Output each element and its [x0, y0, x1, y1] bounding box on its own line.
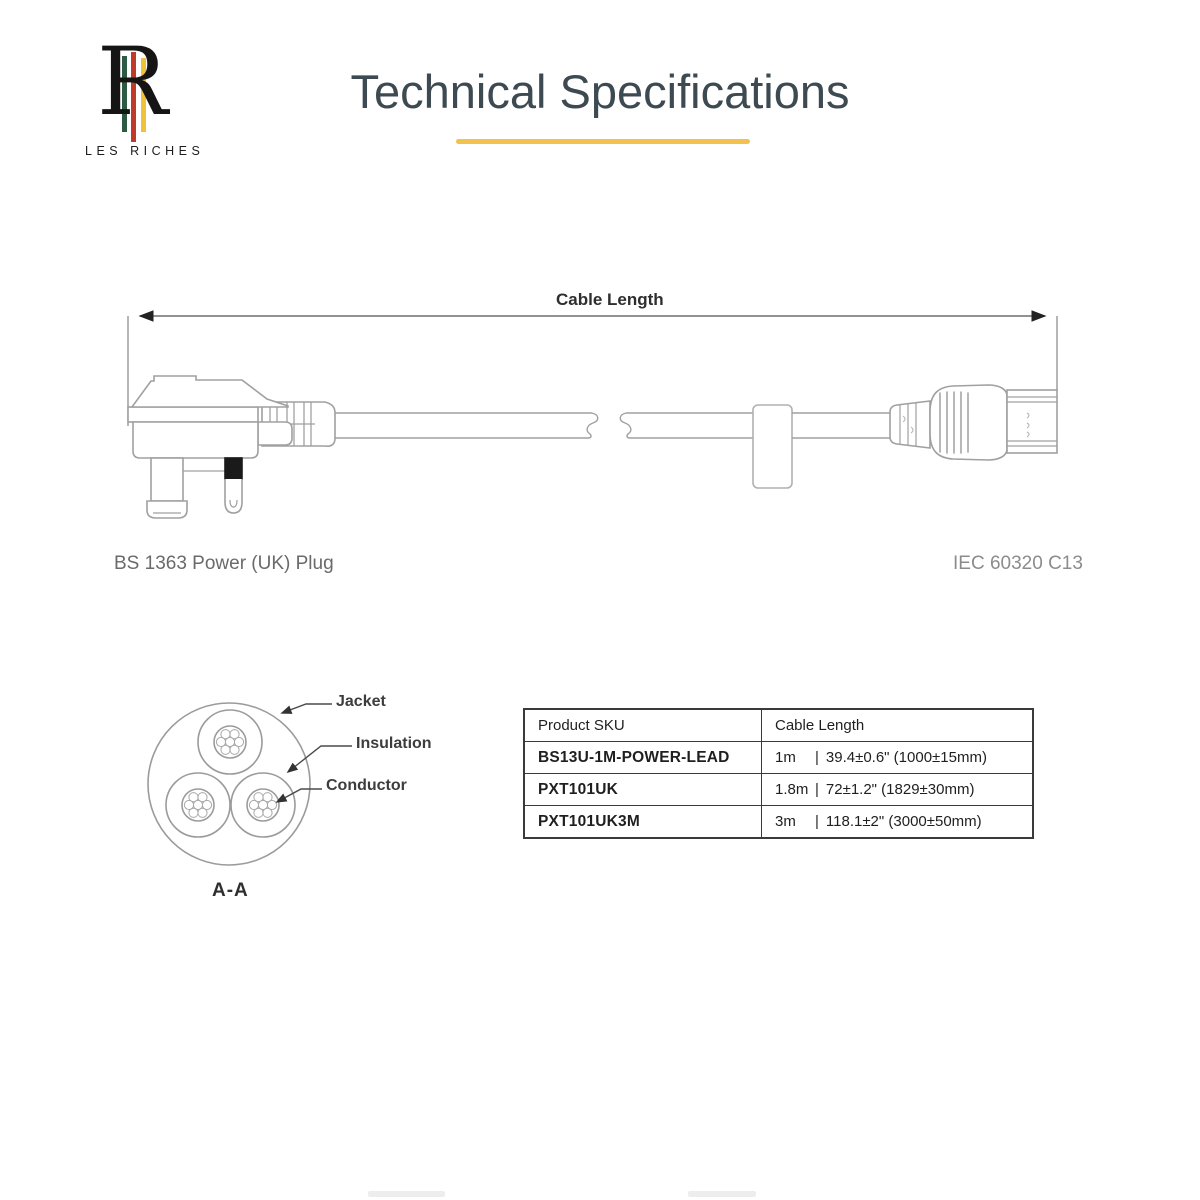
- sku-cell: BS13U-1M-POWER-LEAD: [524, 742, 762, 774]
- cable-break-left: [587, 413, 598, 438]
- brand-name: LES RICHES: [85, 144, 205, 158]
- sku-cell: PXT101UK: [524, 774, 762, 806]
- pin-insulation-sleeve: [225, 458, 242, 479]
- length-metric: 1.8m: [775, 781, 809, 798]
- length-metric: 1m: [775, 749, 796, 766]
- table-row: [524, 742, 1033, 774]
- length-detail: 118.1±2" (3000±50mm): [825, 813, 982, 830]
- header-cable-length: Cable Length: [762, 709, 1034, 742]
- spec-table: [523, 708, 1034, 839]
- velcro-strap: [753, 405, 792, 488]
- sku-cell: PXT101UK3M: [524, 806, 762, 839]
- table-header-row: [524, 709, 1033, 742]
- length-detail: 72±1.2" (1829±30mm): [825, 781, 975, 798]
- insulation-circle: [166, 773, 230, 837]
- title-underline: [456, 139, 750, 144]
- conductor-circle: [214, 726, 246, 758]
- insulation-circle: [198, 710, 262, 774]
- length-cell: [762, 806, 1034, 839]
- page-title: Technical Specifications: [350, 65, 850, 118]
- cable-cross-section: [130, 680, 480, 915]
- table-row: [524, 806, 1033, 839]
- length-detail: 39.4±0.6" (1000±15mm): [825, 749, 987, 766]
- length-divider: |: [815, 813, 819, 830]
- bottom-partial-element: [368, 1191, 445, 1197]
- cable-break-right: [620, 413, 631, 438]
- length-cell: [762, 774, 1034, 806]
- conductor-label: Conductor: [326, 777, 407, 794]
- cable-technical-drawing: [100, 275, 1100, 565]
- uk-plug-drawing: [128, 376, 753, 518]
- iec-c13-drawing: [890, 385, 1057, 460]
- bottom-partial-element: [688, 1191, 756, 1197]
- length-metric: 3m: [775, 813, 796, 830]
- jacket-circle: [148, 703, 310, 865]
- length-divider: |: [815, 781, 819, 798]
- plug-pins: [147, 458, 242, 518]
- cable-right-segment: [792, 413, 890, 438]
- length-divider: |: [815, 749, 819, 766]
- header-product-sku: Product SKU: [524, 709, 762, 742]
- insulation-circle: [231, 773, 295, 837]
- insulation-label: Insulation: [356, 735, 432, 752]
- section-name-label: A-A: [212, 880, 249, 901]
- length-cell: [762, 742, 1034, 774]
- dimension-label: Cable Length: [556, 290, 664, 309]
- left-connector-label: BS 1363 Power (UK) Plug: [114, 553, 334, 574]
- conductor-circle: [247, 789, 279, 821]
- conductor-circle: [182, 789, 214, 821]
- jacket-label: Jacket: [336, 693, 386, 710]
- right-connector-label: IEC 60320 C13: [953, 553, 1083, 574]
- table-row: [524, 774, 1033, 806]
- logo-letter: R: [97, 28, 168, 137]
